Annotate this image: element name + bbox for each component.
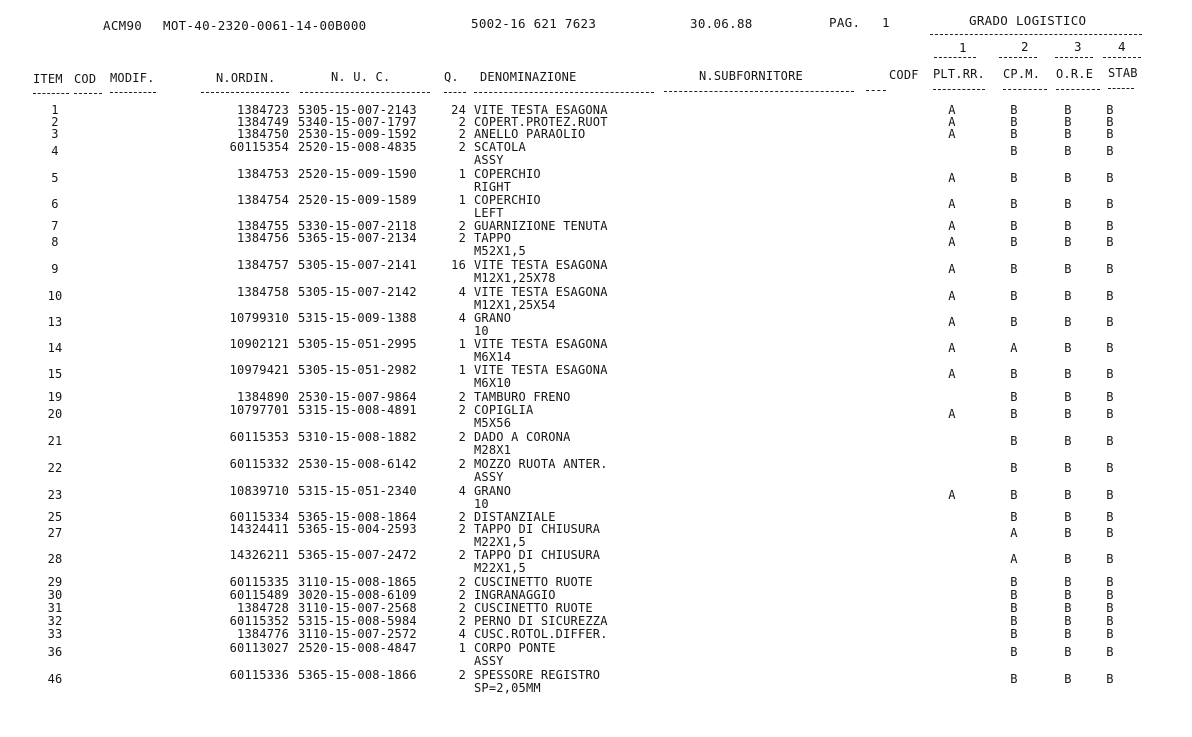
item-number: 13 bbox=[47, 315, 63, 329]
col-cod: COD bbox=[74, 72, 97, 86]
item-number: 9 bbox=[51, 262, 59, 276]
grado-2-value: A bbox=[1010, 341, 1018, 355]
grado-2-value: B bbox=[1010, 197, 1018, 211]
grado-3-value: B bbox=[1064, 672, 1072, 686]
part-code: MOT-40-2320-0061-14-00B000 bbox=[163, 18, 367, 33]
denominazione-detail: M28X1 bbox=[474, 443, 512, 457]
grado-3-value: B bbox=[1064, 103, 1072, 117]
quantity: 1 bbox=[458, 167, 466, 181]
grado-4-value: B bbox=[1106, 103, 1114, 117]
grado-3-value: B bbox=[1064, 197, 1072, 211]
grado-2-value: B bbox=[1010, 407, 1018, 421]
item-number: 23 bbox=[47, 488, 63, 502]
nuc-code: 5330-15-007-2118 bbox=[298, 219, 417, 233]
order-number: 60115335 bbox=[229, 575, 289, 589]
nuc-code: 5365-15-008-1866 bbox=[298, 668, 417, 682]
grado-3-value: B bbox=[1064, 645, 1072, 659]
denominazione: PERNO DI SICUREZZA bbox=[474, 614, 608, 628]
quantity: 1 bbox=[458, 641, 466, 655]
order-number: 10979421 bbox=[229, 363, 289, 377]
quantity: 2 bbox=[458, 390, 466, 404]
quantity: 2 bbox=[458, 140, 466, 154]
header-underline bbox=[444, 92, 466, 93]
item-number: 36 bbox=[47, 645, 63, 659]
nuc-code: 2530-15-007-9864 bbox=[298, 390, 417, 404]
grado-2-value: A bbox=[1010, 552, 1018, 566]
quantity: 2 bbox=[458, 614, 466, 628]
denominazione-detail: M5X56 bbox=[474, 416, 512, 430]
grado-2-value: A bbox=[1010, 526, 1018, 540]
item-number: 6 bbox=[51, 197, 59, 211]
item-number: 5 bbox=[51, 171, 59, 185]
col-nsubfornitore: N.SUBFORNITORE bbox=[699, 69, 803, 83]
header-underline bbox=[300, 92, 430, 93]
grado-2-value: B bbox=[1010, 115, 1018, 129]
quantity: 4 bbox=[458, 285, 466, 299]
nuc-code: 3110-15-007-2568 bbox=[298, 601, 417, 615]
grado-3-value: B bbox=[1064, 627, 1072, 641]
col-codf: CODF bbox=[889, 68, 919, 82]
nuc-code: 5365-15-004-2593 bbox=[298, 522, 417, 536]
denominazione: MOZZO RUOTA ANTER. bbox=[474, 457, 608, 471]
reference-number: 5002-16 621 7623 bbox=[471, 16, 597, 31]
grado-2-value: B bbox=[1010, 367, 1018, 381]
item-number: 22 bbox=[47, 461, 63, 475]
header-underline bbox=[74, 93, 102, 94]
item-number: 8 bbox=[51, 235, 59, 249]
grado-3-value: B bbox=[1064, 219, 1072, 233]
nuc-code: 5365-15-008-1864 bbox=[298, 510, 417, 524]
order-number: 1384756 bbox=[237, 231, 289, 245]
page-label: PAG. bbox=[829, 15, 861, 30]
grado-4-value: B bbox=[1106, 315, 1114, 329]
col-plt-rr: PLT.RR. bbox=[933, 67, 985, 81]
denominazione: VITE TESTA ESAGONA bbox=[474, 103, 608, 117]
item-number: 33 bbox=[47, 627, 63, 641]
order-number: 60115332 bbox=[229, 457, 289, 471]
grado-2-value: B bbox=[1010, 461, 1018, 475]
denominazione: SPESSORE REGISTRO bbox=[474, 668, 601, 682]
header-underline bbox=[1108, 88, 1134, 89]
order-number: 10839710 bbox=[229, 484, 289, 498]
grado-3-value: B bbox=[1064, 315, 1072, 329]
grado-2-value: B bbox=[1010, 262, 1018, 276]
nuc-code: 3020-15-008-6109 bbox=[298, 588, 417, 602]
nuc-code: 5315-15-051-2340 bbox=[298, 484, 417, 498]
grado-3-value: B bbox=[1064, 614, 1072, 628]
item-number: 25 bbox=[47, 510, 63, 524]
quantity: 2 bbox=[458, 403, 466, 417]
nuc-code: 3110-15-008-1865 bbox=[298, 575, 417, 589]
grado-level-1: 1 bbox=[959, 40, 967, 55]
grado-3-value: B bbox=[1064, 341, 1072, 355]
header-underline bbox=[33, 93, 69, 94]
order-number: 60115353 bbox=[229, 430, 289, 444]
grado-4-value: B bbox=[1106, 127, 1114, 141]
grado-3-value: B bbox=[1064, 235, 1072, 249]
denominazione-detail: SP=2,05MM bbox=[474, 681, 541, 695]
grado-level-2: 2 bbox=[1021, 39, 1029, 54]
grado-3-value: B bbox=[1064, 575, 1072, 589]
item-number: 21 bbox=[47, 434, 63, 448]
grado-4-value: B bbox=[1106, 407, 1114, 421]
col-nuc: N. U. C. bbox=[331, 70, 391, 84]
grado-4-value: B bbox=[1106, 144, 1114, 158]
denominazione-detail: ASSY bbox=[474, 654, 504, 668]
grado-4-value: B bbox=[1106, 526, 1114, 540]
order-number: 10799310 bbox=[229, 311, 289, 325]
grado-2-value: B bbox=[1010, 315, 1018, 329]
denominazione-detail: RIGHT bbox=[474, 180, 512, 194]
order-number: 14326211 bbox=[229, 548, 289, 562]
col-item: ITEM bbox=[33, 72, 63, 86]
order-number: 10902121 bbox=[229, 337, 289, 351]
item-number: 32 bbox=[47, 614, 63, 628]
order-number: 1384776 bbox=[237, 627, 289, 641]
denominazione: CUSCINETTO RUOTE bbox=[474, 575, 593, 589]
grado-1-value: A bbox=[948, 262, 956, 276]
item-number: 30 bbox=[47, 588, 63, 602]
grado-3-value: B bbox=[1064, 115, 1072, 129]
item-number: 2 bbox=[51, 115, 59, 129]
nuc-code: 2520-15-009-1590 bbox=[298, 167, 417, 181]
order-number: 14324411 bbox=[229, 522, 289, 536]
col-stab: STAB bbox=[1108, 66, 1138, 80]
denominazione-detail: LEFT bbox=[474, 206, 504, 220]
order-number: 1384750 bbox=[237, 127, 289, 141]
header-underline bbox=[474, 92, 654, 93]
denominazione: GRANO bbox=[474, 484, 512, 498]
grado-1-value: A bbox=[948, 235, 956, 249]
nuc-code: 5305-15-007-2142 bbox=[298, 285, 417, 299]
grado-4-value: B bbox=[1106, 197, 1114, 211]
nuc-code: 2530-15-008-6142 bbox=[298, 457, 417, 471]
grado-1-value: A bbox=[948, 289, 956, 303]
grado-3-value: B bbox=[1064, 127, 1072, 141]
order-number: 1384755 bbox=[237, 219, 289, 233]
grado-level-3: 3 bbox=[1074, 39, 1082, 54]
denominazione: TAPPO DI CHIUSURA bbox=[474, 548, 601, 562]
order-number: 1384754 bbox=[237, 193, 289, 207]
grado-2-value: B bbox=[1010, 144, 1018, 158]
nuc-code: 5340-15-007-1797 bbox=[298, 115, 417, 129]
grado-2-value: B bbox=[1010, 390, 1018, 404]
grado-2-value: B bbox=[1010, 488, 1018, 502]
grado-4-value: B bbox=[1106, 672, 1114, 686]
denominazione: COPERCHIO bbox=[474, 193, 541, 207]
grado-2-value: B bbox=[1010, 171, 1018, 185]
grado-4-value: B bbox=[1106, 219, 1114, 233]
nuc-code: 5315-15-008-4891 bbox=[298, 403, 417, 417]
grado-1-value: A bbox=[948, 407, 956, 421]
denominazione: ANELLO PARAOLIO bbox=[474, 127, 586, 141]
order-number: 1384749 bbox=[237, 115, 289, 129]
nuc-code: 2520-15-009-1589 bbox=[298, 193, 417, 207]
grado-2-value: B bbox=[1010, 103, 1018, 117]
header-underline bbox=[866, 90, 886, 91]
denominazione: SCATOLA bbox=[474, 140, 526, 154]
denominazione-detail: 10 bbox=[474, 497, 489, 511]
order-number: 1384753 bbox=[237, 167, 289, 181]
quantity: 2 bbox=[458, 575, 466, 589]
col-modif: MODIF. bbox=[110, 71, 155, 85]
grado-4-value: B bbox=[1106, 575, 1114, 589]
denominazione-detail: M6X10 bbox=[474, 376, 512, 390]
grado-sub-divider bbox=[1055, 57, 1093, 58]
denominazione: TAPPO DI CHIUSURA bbox=[474, 522, 601, 536]
denominazione-detail: ASSY bbox=[474, 470, 504, 484]
grado-3-value: B bbox=[1064, 289, 1072, 303]
grado-4-value: B bbox=[1106, 461, 1114, 475]
grado-divider bbox=[930, 34, 1142, 35]
item-number: 4 bbox=[51, 144, 59, 158]
grado-2-value: B bbox=[1010, 289, 1018, 303]
quantity: 16 bbox=[451, 258, 466, 272]
grado-4-value: B bbox=[1106, 367, 1114, 381]
grado-4-value: B bbox=[1106, 510, 1114, 524]
grado-4-value: B bbox=[1106, 341, 1114, 355]
grado-4-value: B bbox=[1106, 262, 1114, 276]
order-number: 1384728 bbox=[237, 601, 289, 615]
order-number: 1384890 bbox=[237, 390, 289, 404]
grado-1-value: A bbox=[948, 103, 956, 117]
grado-logistico-title: GRADO LOGISTICO bbox=[969, 13, 1087, 28]
grado-4-value: B bbox=[1106, 115, 1114, 129]
grado-1-value: A bbox=[948, 197, 956, 211]
quantity: 2 bbox=[458, 127, 466, 141]
order-number: 10797701 bbox=[229, 403, 289, 417]
quantity: 2 bbox=[458, 548, 466, 562]
header-underline bbox=[110, 92, 156, 93]
nuc-code: 5305-15-007-2143 bbox=[298, 103, 417, 117]
grado-4-value: B bbox=[1106, 171, 1114, 185]
grado-4-value: B bbox=[1106, 235, 1114, 249]
grado-1-value: A bbox=[948, 488, 956, 502]
nuc-code: 5315-15-009-1388 bbox=[298, 311, 417, 325]
denominazione-detail: M12X1,25X78 bbox=[474, 271, 556, 285]
item-number: 29 bbox=[47, 575, 63, 589]
grado-3-value: B bbox=[1064, 461, 1072, 475]
grado-2-value: B bbox=[1010, 672, 1018, 686]
denominazione: INGRANAGGIO bbox=[474, 588, 556, 602]
quantity: 1 bbox=[458, 363, 466, 377]
grado-3-value: B bbox=[1064, 552, 1072, 566]
col-denominazione: DENOMINAZIONE bbox=[480, 70, 577, 84]
grado-4-value: B bbox=[1106, 645, 1114, 659]
denominazione: VITE TESTA ESAGONA bbox=[474, 258, 608, 272]
quantity: 1 bbox=[458, 193, 466, 207]
grado-4-value: B bbox=[1106, 588, 1114, 602]
denominazione: COPIGLIA bbox=[474, 403, 534, 417]
nuc-code: 2530-15-009-1592 bbox=[298, 127, 417, 141]
denominazione-detail: ASSY bbox=[474, 153, 504, 167]
item-number: 20 bbox=[47, 407, 63, 421]
denominazione: GRANO bbox=[474, 311, 512, 325]
order-number: 60113027 bbox=[229, 641, 289, 655]
quantity: 2 bbox=[458, 668, 466, 682]
header-underline bbox=[664, 91, 854, 92]
grado-sub-divider bbox=[1103, 57, 1141, 58]
grado-4-value: B bbox=[1106, 434, 1114, 448]
order-number: 60115336 bbox=[229, 668, 289, 682]
nuc-code: 5305-15-051-2982 bbox=[298, 363, 417, 377]
grado-2-value: B bbox=[1010, 434, 1018, 448]
document-code: ACM90 bbox=[103, 18, 143, 33]
grado-2-value: B bbox=[1010, 588, 1018, 602]
denominazione-detail: M22X1,5 bbox=[474, 535, 526, 549]
order-number: 1384723 bbox=[237, 103, 289, 117]
nuc-code: 3110-15-007-2572 bbox=[298, 627, 417, 641]
grado-2-value: B bbox=[1010, 614, 1018, 628]
grado-4-value: B bbox=[1106, 614, 1114, 628]
denominazione: CUSC.ROTOL.DIFFER. bbox=[474, 627, 608, 641]
col-nordin: N.ORDIN. bbox=[216, 71, 276, 85]
grado-1-value: A bbox=[948, 115, 956, 129]
nuc-code: 2520-15-008-4847 bbox=[298, 641, 417, 655]
denominazione: VITE TESTA ESAGONA bbox=[474, 363, 608, 377]
order-number: 1384757 bbox=[237, 258, 289, 272]
grado-4-value: B bbox=[1106, 627, 1114, 641]
denominazione-detail: M22X1,5 bbox=[474, 561, 526, 575]
grado-4-value: B bbox=[1106, 552, 1114, 566]
denominazione: DISTANZIALE bbox=[474, 510, 556, 524]
denominazione-detail: 10 bbox=[474, 324, 489, 338]
grado-1-value: A bbox=[948, 367, 956, 381]
grado-1-value: A bbox=[948, 341, 956, 355]
grado-2-value: B bbox=[1010, 127, 1018, 141]
header-underline bbox=[1056, 89, 1100, 90]
document-date: 30.06.88 bbox=[690, 16, 753, 31]
nuc-code: 5315-15-008-5984 bbox=[298, 614, 417, 628]
grado-3-value: B bbox=[1064, 488, 1072, 502]
col-cp-m: CP.M. bbox=[1003, 67, 1041, 81]
denominazione: CUSCINETTO RUOTE bbox=[474, 601, 593, 615]
denominazione: CORPO PONTE bbox=[474, 641, 556, 655]
item-number: 15 bbox=[47, 367, 63, 381]
header-underline bbox=[933, 89, 985, 90]
grado-sub-divider bbox=[999, 57, 1037, 58]
quantity: 24 bbox=[451, 103, 466, 117]
grado-2-value: B bbox=[1010, 510, 1018, 524]
grado-4-value: B bbox=[1106, 488, 1114, 502]
nuc-code: 2520-15-008-4835 bbox=[298, 140, 417, 154]
denominazione-detail: M52X1,5 bbox=[474, 244, 526, 258]
grado-3-value: B bbox=[1064, 367, 1072, 381]
col-q: Q. bbox=[444, 70, 459, 84]
page-number: 1 bbox=[882, 15, 890, 30]
order-number: 60115354 bbox=[229, 140, 289, 154]
quantity: 4 bbox=[458, 484, 466, 498]
item-number: 46 bbox=[47, 672, 63, 686]
item-number: 10 bbox=[47, 289, 63, 303]
quantity: 2 bbox=[458, 231, 466, 245]
nuc-code: 5305-15-051-2995 bbox=[298, 337, 417, 351]
denominazione: COPERCHIO bbox=[474, 167, 541, 181]
quantity: 2 bbox=[458, 430, 466, 444]
nuc-code: 5365-15-007-2472 bbox=[298, 548, 417, 562]
order-number: 60115334 bbox=[229, 510, 289, 524]
grado-3-value: B bbox=[1064, 171, 1072, 185]
order-number: 60115489 bbox=[229, 588, 289, 602]
grado-2-value: B bbox=[1010, 601, 1018, 615]
item-number: 1 bbox=[51, 103, 59, 117]
grado-2-value: B bbox=[1010, 627, 1018, 641]
grado-3-value: B bbox=[1064, 510, 1072, 524]
denominazione: GUARNIZIONE TENUTA bbox=[474, 219, 608, 233]
grado-4-value: B bbox=[1106, 390, 1114, 404]
quantity: 2 bbox=[458, 510, 466, 524]
denominazione: DADO A CORONA bbox=[474, 430, 571, 444]
grado-level-4: 4 bbox=[1118, 39, 1126, 54]
quantity: 2 bbox=[458, 601, 466, 615]
denominazione: VITE TESTA ESAGONA bbox=[474, 285, 608, 299]
denominazione: COPERT.PROTEZ.RUOT bbox=[474, 115, 608, 129]
item-number: 19 bbox=[47, 390, 63, 404]
item-number: 28 bbox=[47, 552, 63, 566]
grado-4-value: B bbox=[1106, 289, 1114, 303]
grado-2-value: B bbox=[1010, 235, 1018, 249]
grado-sub-divider bbox=[934, 57, 976, 58]
grado-4-value: B bbox=[1106, 601, 1114, 615]
quantity: 2 bbox=[458, 588, 466, 602]
denominazione-detail: M6X14 bbox=[474, 350, 512, 364]
order-number: 60115352 bbox=[229, 614, 289, 628]
quantity: 4 bbox=[458, 311, 466, 325]
quantity: 2 bbox=[458, 457, 466, 471]
header-underline bbox=[201, 92, 289, 93]
grado-3-value: B bbox=[1064, 588, 1072, 602]
nuc-code: 5310-15-008-1882 bbox=[298, 430, 417, 444]
grado-3-value: B bbox=[1064, 434, 1072, 448]
grado-3-value: B bbox=[1064, 262, 1072, 276]
item-number: 31 bbox=[47, 601, 63, 615]
grado-3-value: B bbox=[1064, 601, 1072, 615]
header-underline bbox=[1003, 89, 1047, 90]
quantity: 2 bbox=[458, 522, 466, 536]
grado-1-value: A bbox=[948, 315, 956, 329]
col-ore: O.R.E bbox=[1056, 67, 1094, 81]
grado-1-value: A bbox=[948, 219, 956, 233]
grado-2-value: B bbox=[1010, 575, 1018, 589]
denominazione: VITE TESTA ESAGONA bbox=[474, 337, 608, 351]
order-number: 1384758 bbox=[237, 285, 289, 299]
item-number: 3 bbox=[51, 127, 59, 141]
item-number: 14 bbox=[47, 341, 63, 355]
quantity: 1 bbox=[458, 337, 466, 351]
quantity: 2 bbox=[458, 115, 466, 129]
grado-1-value: A bbox=[948, 127, 956, 141]
nuc-code: 5365-15-007-2134 bbox=[298, 231, 417, 245]
item-number: 7 bbox=[51, 219, 59, 233]
denominazione-detail: M12X1,25X54 bbox=[474, 298, 556, 312]
grado-3-value: B bbox=[1064, 390, 1072, 404]
quantity: 4 bbox=[458, 627, 466, 641]
denominazione: TAPPO bbox=[474, 231, 512, 245]
item-number: 27 bbox=[47, 526, 63, 540]
grado-3-value: B bbox=[1064, 407, 1072, 421]
grado-2-value: B bbox=[1010, 219, 1018, 233]
grado-3-value: B bbox=[1064, 144, 1072, 158]
grado-1-value: A bbox=[948, 171, 956, 185]
grado-2-value: B bbox=[1010, 645, 1018, 659]
grado-3-value: B bbox=[1064, 526, 1072, 540]
quantity: 2 bbox=[458, 219, 466, 233]
nuc-code: 5305-15-007-2141 bbox=[298, 258, 417, 272]
denominazione: TAMBURO FRENO bbox=[474, 390, 571, 404]
